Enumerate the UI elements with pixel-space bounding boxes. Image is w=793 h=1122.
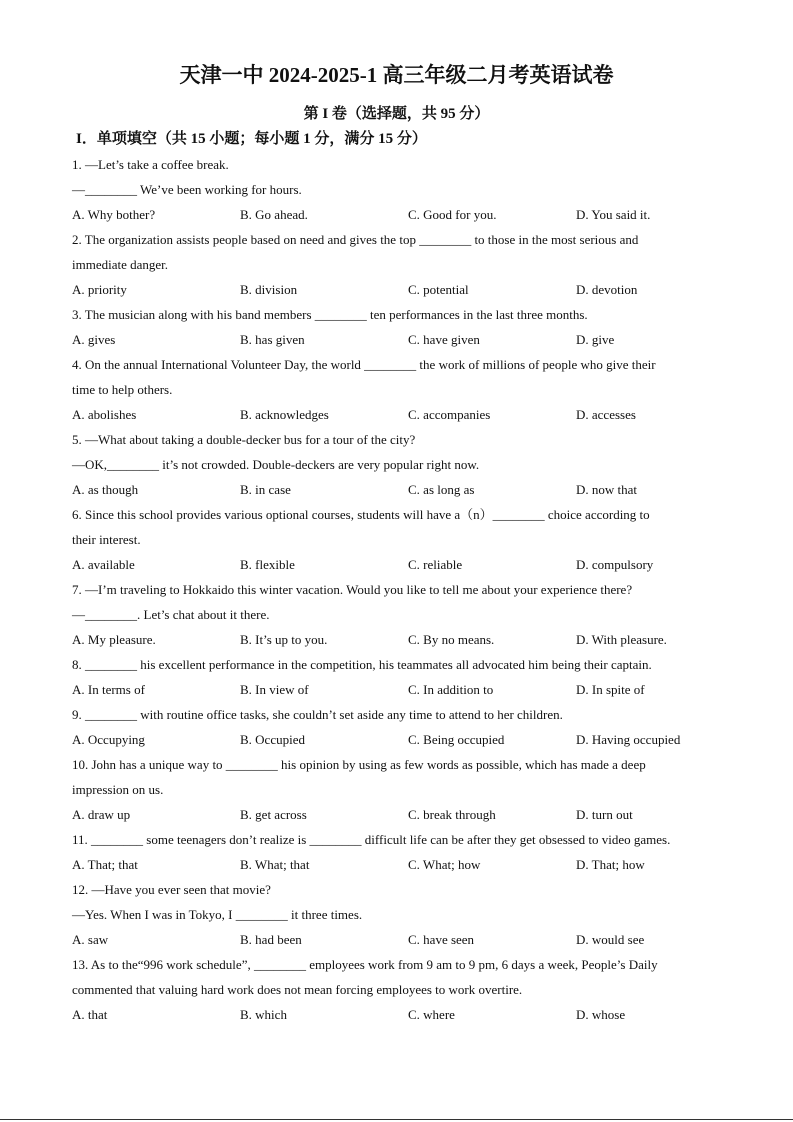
option-c: C. What; how: [408, 857, 481, 872]
section-heading: I．单项填空（共 15 小题；每小题 1 分，满分 15 分）: [76, 131, 427, 147]
question-stem-line: impression on us.: [72, 782, 164, 797]
option-d: D. Having occupied: [576, 732, 681, 747]
option-a: A. available: [72, 557, 135, 572]
answer-options: [72, 327, 732, 352]
option-d: D. would see: [576, 932, 645, 947]
question-4: [72, 352, 732, 427]
question-stem-line: —Yes. When I was in Tokyo, I ________ it three times.: [72, 907, 363, 922]
question-6: [72, 502, 732, 577]
option-a: A. that: [72, 1007, 108, 1022]
option-d: D. give: [576, 332, 615, 347]
question-7: [72, 577, 732, 652]
option-c: C. break through: [408, 807, 496, 822]
option-a: A. as though: [72, 482, 139, 497]
option-a: A. abolishes: [72, 407, 137, 422]
option-d: D. whose: [576, 1007, 626, 1022]
question-stem-line: 10. John has a unique way to ________ his opinion by using as few words as possible, which has made a deep: [72, 757, 646, 772]
answer-options: [72, 477, 732, 502]
option-b: B. had been: [240, 932, 302, 947]
question-stem-line: 2. The organization assists people based on need and gives the top ________ to those in the most serious and: [72, 232, 639, 247]
option-b: B. It’s up to you.: [240, 632, 328, 647]
option-c: C. potential: [408, 282, 469, 297]
part-heading: 第 I 卷（选择题，共 95 分）: [303, 106, 490, 122]
answer-options: [72, 627, 732, 652]
option-b: B. flexible: [240, 557, 295, 572]
option-a: A. saw: [72, 932, 109, 947]
option-a: A. That; that: [72, 857, 138, 872]
question-11: [72, 827, 732, 877]
answer-options: [72, 202, 732, 227]
option-d: D. In spite of: [576, 682, 645, 697]
option-b: B. Occupied: [240, 732, 305, 747]
question-3: [72, 302, 732, 352]
option-c: C. accompanies: [408, 407, 491, 422]
option-c: C. as long as: [408, 482, 475, 497]
option-a: A. In terms of: [72, 682, 145, 697]
question-stem-line: 13. As to the“996 work schedule”, ________ employees work from 9 am to 9 pm, 6 days a week, People’s Daily: [72, 957, 658, 972]
option-d: D. You said it.: [576, 207, 651, 222]
option-d: D. That; how: [576, 857, 645, 872]
question-stem-line: 9. ________ with routine office tasks, she couldn’t set aside any time to attend to her children.: [72, 707, 563, 722]
option-d: D. compulsory: [576, 557, 654, 572]
question-1: [72, 152, 732, 227]
question-stem-line: 5. —What about taking a double-decker bus for a tour of the city?: [72, 432, 416, 447]
question-stem-line: time to help others.: [72, 382, 173, 397]
answer-options: [72, 402, 732, 427]
option-a: A. My pleasure.: [72, 632, 156, 647]
option-c: C. Being occupied: [408, 732, 505, 747]
option-b: B. Go ahead.: [240, 207, 308, 222]
question-stem-line: 6. Since this school provides various optional courses, students will have a（n）________ choice according to: [72, 507, 650, 522]
question-9: [72, 702, 732, 752]
option-b: B. acknowledges: [240, 407, 329, 422]
question-stem-line: immediate danger.: [72, 257, 169, 272]
option-c: C. have seen: [408, 932, 475, 947]
option-b: B. What; that: [240, 857, 310, 872]
option-c: C. By no means.: [408, 632, 495, 647]
option-d: D. accesses: [576, 407, 636, 422]
option-b: B. has given: [240, 332, 305, 347]
option-a: A. priority: [72, 282, 127, 297]
answer-options: [72, 927, 732, 952]
option-c: C. Good for you.: [408, 207, 497, 222]
option-b: B. in case: [240, 482, 291, 497]
option-a: A. gives: [72, 332, 116, 347]
question-stem-line: —________ We’ve been working for hours.: [72, 182, 302, 197]
option-d: D. With pleasure.: [576, 632, 667, 647]
page-title: 天津一中 2024-2025-1 高三年级二月考英语试卷: [179, 63, 614, 87]
option-b: B. In view of: [240, 682, 309, 697]
question-stem-line: their interest.: [72, 532, 141, 547]
question-13: [72, 952, 732, 1027]
option-c: C. have given: [408, 332, 480, 347]
option-b: B. get across: [240, 807, 307, 822]
question-10: [72, 752, 732, 827]
question-stem-line: commented that valuing hard work does not mean forcing employees to work overtire.: [72, 982, 523, 997]
question-stem-line: 8. ________ his excellent performance in the competition, his teammates all advocated him being their captain.: [72, 657, 652, 672]
option-b: B. which: [240, 1007, 287, 1022]
question-2: [72, 227, 732, 302]
option-a: A. draw up: [72, 807, 131, 822]
option-d: D. turn out: [576, 807, 633, 822]
option-c: C. reliable: [408, 557, 463, 572]
option-d: D. now that: [576, 482, 638, 497]
answer-options: [72, 802, 732, 827]
answer-options: [72, 1002, 732, 1027]
answer-options: [72, 277, 732, 302]
question-stem-line: 11. ________ some teenagers don’t realize is ________ difficult life can be after they get obsessed to video games.: [72, 832, 671, 847]
question-12: [72, 877, 732, 952]
question-stem-line: 4. On the annual International Volunteer Day, the world ________ the work of millions of people who give their: [72, 357, 656, 372]
question-8: [72, 652, 732, 702]
option-c: C. where: [408, 1007, 455, 1022]
option-d: D. devotion: [576, 282, 638, 297]
answer-options: [72, 677, 732, 702]
option-a: A. Occupying: [72, 732, 145, 747]
question-stem-line: —________. Let’s chat about it there.: [72, 607, 270, 622]
question-stem-line: 1. —Let’s take a coffee break.: [72, 157, 229, 172]
question-stem-line: 12. —Have you ever seen that movie?: [72, 882, 271, 897]
option-c: C. In addition to: [408, 682, 494, 697]
answer-options: [72, 727, 732, 752]
question-stem-line: —OK,________ it’s not crowded. Double-deckers are very popular right now.: [72, 457, 480, 472]
question-stem-line: 3. The musician along with his band members ________ ten performances in the last three months.: [72, 307, 588, 322]
question-list: [72, 152, 732, 1027]
footer-divider: [0, 1119, 793, 1120]
answer-options: [72, 852, 732, 877]
question-stem-line: 7. —I’m traveling to Hokkaido this winter vacation. Would you like to tell me about your experience there?: [72, 582, 633, 597]
option-a: A. Why bother?: [72, 207, 156, 222]
option-b: B. division: [240, 282, 298, 297]
answer-options: [72, 552, 732, 577]
question-5: [72, 427, 732, 502]
